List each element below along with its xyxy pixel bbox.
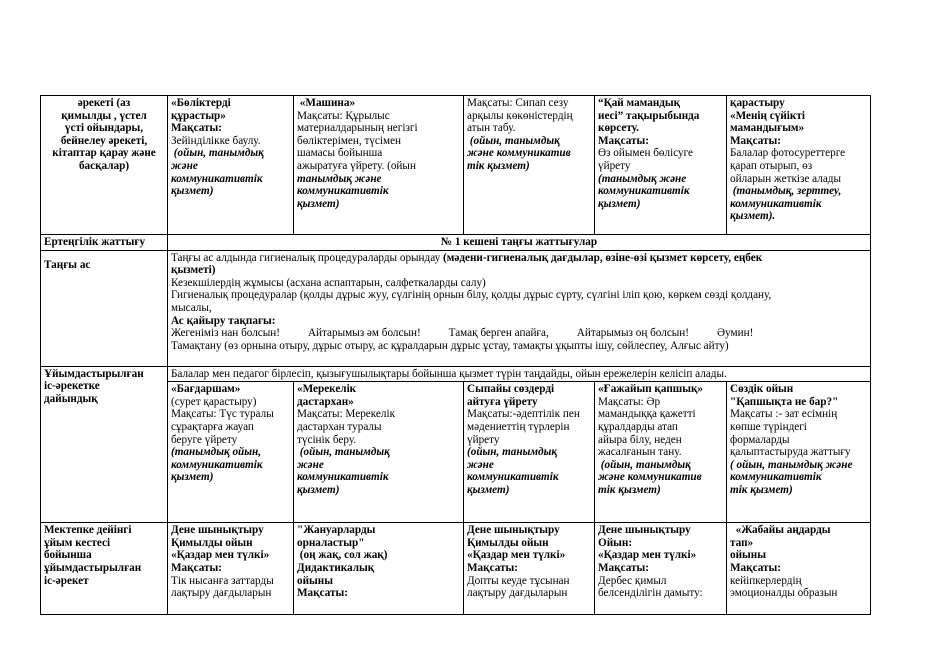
cell-line: (ойын, танымдық xyxy=(171,147,264,160)
cell-line: қызмет) xyxy=(171,185,214,198)
cell-line: ажыратуға үйрету. (ойын xyxy=(297,159,416,172)
cell-line: және xyxy=(467,458,494,471)
cell-line: Қимылды ойын xyxy=(467,536,549,549)
schedule-label-text xyxy=(44,524,164,587)
cell-line: коммуникативтік xyxy=(598,185,690,198)
activity-cell-3 xyxy=(464,96,595,235)
organized-row xyxy=(41,366,871,382)
cell-line: Мақсаты: xyxy=(730,134,781,147)
cell-line: Мақсаты: Құрылыс xyxy=(297,109,390,122)
cell-line: қызмет) xyxy=(297,197,340,210)
cell-line: Мақсаты: Мерекелік xyxy=(297,408,396,421)
cell-line: тік қызмет) xyxy=(598,483,661,496)
cell-line: «Қаздар мен түлкі» xyxy=(598,549,697,562)
organized-cell-text xyxy=(598,383,723,496)
cell-line: дайындық xyxy=(44,392,98,405)
cell-line: үсті ойындары, xyxy=(64,122,144,135)
cell-line: коммуникативтік xyxy=(467,471,559,484)
cell-line: Қимылды ойын xyxy=(171,536,253,549)
schedule-cell-text xyxy=(297,524,460,600)
exercise-row xyxy=(41,235,871,251)
breakfast-row xyxy=(41,250,871,366)
cell-line: ұйым кестесі xyxy=(44,536,111,549)
schedule-cell-text xyxy=(730,524,867,600)
cell-line: және xyxy=(297,458,324,471)
cell-line: ( ойын, танымдық және xyxy=(730,458,853,471)
cell-line: және коммуникатив xyxy=(467,147,571,160)
cell-line: (танымдық, зерттеу, xyxy=(730,185,842,198)
cell-line: «Ғажайып қапшық» xyxy=(598,383,703,396)
cell-line: Мақсаты: xyxy=(297,587,348,600)
cell-line: Мақсаты: Әр xyxy=(598,395,661,408)
cell-line: дастархан» xyxy=(297,395,354,408)
cell-line: Сыпайы сөздерді xyxy=(467,383,555,396)
cell-line: "Жануарларды xyxy=(297,524,376,537)
cell-line: Мақсаты:-әдептілік пен xyxy=(467,408,580,421)
cell-line: Дене шынықтыру xyxy=(467,524,560,537)
cell-line: қызмет) xyxy=(467,483,510,496)
exercise-text: № 1 кешені таңғы жаттығулар xyxy=(168,235,871,251)
cell-line: лақтыру дағдыларын xyxy=(467,587,568,600)
cell-line: дастархан туралы xyxy=(297,420,382,433)
cell-line: айыра білу, неден xyxy=(598,433,682,446)
cell-line: коммуникативтік xyxy=(297,185,389,198)
cell-line: Мақсаты: xyxy=(171,122,222,135)
cell-line: коммуникативтік xyxy=(730,197,822,210)
cell-line: (ойын, танымдық xyxy=(297,446,390,459)
schedule-cell-3 xyxy=(464,523,595,615)
breakfast-line3: Кезекшілердің жұмысы (асхана аспаптарын, салфеткаларды салу) xyxy=(171,276,486,289)
cell-line: үйрету xyxy=(598,159,631,172)
cell-line: лақтыру дағдыларын xyxy=(171,587,272,600)
cell-line: Мақсаты :- зат есімнің xyxy=(730,408,838,421)
activity-cell-2 xyxy=(294,96,464,235)
cell-line: «Жабайы аңдарды xyxy=(730,524,831,537)
cell-line: үйрету xyxy=(467,433,500,446)
cell-line: эмоционалды образын xyxy=(730,587,838,600)
cell-line: қызмет). xyxy=(730,210,776,223)
cell-line: мәдениеттің түрлерін xyxy=(467,420,570,433)
activity-row xyxy=(41,96,871,235)
schedule-cell-1 xyxy=(168,523,294,615)
organized-cell-text xyxy=(297,383,460,496)
cell-line: «Бөліктерді xyxy=(171,97,231,109)
cell-line: арқылы көкөністердің xyxy=(467,109,573,122)
cell-line: Сөздік ойын xyxy=(730,383,794,396)
cell-line: «Бағдаршам» xyxy=(171,383,241,396)
schedule-cell-text xyxy=(598,524,723,600)
cell-line: бөліктерімен, түсімен xyxy=(297,134,402,147)
cell-line: беруге үйрету xyxy=(171,433,238,446)
cell-line: «Мерекелік xyxy=(297,383,357,396)
cell-line: және коммуникатив xyxy=(598,471,702,484)
cell-line: Допты кеуде тұсынан xyxy=(467,574,570,587)
cell-line: Мақсаты: xyxy=(598,134,649,147)
cell-line: бойынша xyxy=(44,549,92,562)
schedule-cell-4 xyxy=(595,523,727,615)
cell-line: коммуникативтік xyxy=(171,458,263,471)
cell-line: қимылды , үстел xyxy=(61,109,147,122)
organized-cell-4 xyxy=(595,382,727,523)
activity-cell-text xyxy=(598,97,723,210)
organized-cell-1 xyxy=(168,382,294,523)
cell-line: мамандығым» xyxy=(730,122,805,135)
breakfast-line7: Жегеніміз нан болсын! Айтарымыз әм болсын! Тамақ берген апайға, Айтарымыз оң болсын! Әумин! xyxy=(171,327,754,340)
cell-line: қалыптастыруда жаттығу xyxy=(730,446,851,459)
organized-intro: Балалар мен педагог бірлесіп, қызығушылықтары бойынша қызмет түрін таңдайды, ойын ережелерін келісіп алады. xyxy=(168,366,871,382)
plan-table xyxy=(40,95,871,615)
cell-line: іс-әрекетке xyxy=(44,380,100,393)
cell-line: қызмет) xyxy=(171,471,214,484)
cell-line: іс-әрекет xyxy=(44,574,89,587)
activity-cell-5 xyxy=(727,96,871,235)
cell-line: Тік нысанға заттарды xyxy=(171,574,274,587)
breakfast-line1-a: Таңғы ас алдында гигиеналық процедураларды орындау xyxy=(171,251,444,264)
cell-line: Дене шынықтыру xyxy=(171,524,264,537)
breakfast-line4: Гигиеналық процедуралар (қолды дұрыс жуу, сүлгінің орнын білу, қолды дұрыс сүрту, сүлгіні іліп қою, көркем сөзді қолдану, xyxy=(171,289,772,302)
cell-line: қызмет) xyxy=(297,483,340,496)
cell-line: тік қызмет) xyxy=(467,159,530,172)
cell-line: Зейінділікке баулу. xyxy=(171,134,261,147)
activity-cell-text xyxy=(171,97,290,198)
activity-cell-1 xyxy=(168,96,294,235)
cell-line: Мақсаты: xyxy=(171,561,222,574)
cell-line: және xyxy=(171,159,198,172)
cell-line: «Қаздар мен түлкі» xyxy=(171,549,270,562)
organized-label-text xyxy=(44,368,164,406)
cell-line: көрсету. xyxy=(598,122,639,135)
cell-line: тап» xyxy=(730,536,754,549)
cell-line: Балалар фотосуреттерге xyxy=(730,147,846,160)
organized-cell-text xyxy=(171,383,290,484)
cell-line: Дене шынықтыру xyxy=(598,524,691,537)
cell-line: атын табу. xyxy=(467,122,516,135)
activity-cell-text xyxy=(467,97,591,173)
breakfast-label: Таңғы ас xyxy=(41,250,168,366)
cell-line: қызмет) xyxy=(598,197,641,210)
cell-line: мамандыққа қажетті xyxy=(598,408,696,421)
cell-line: “Қай мамандық xyxy=(598,97,681,109)
cell-line: тік қызмет) xyxy=(730,483,793,496)
cell-line: (сурет қарастыру) xyxy=(171,395,257,408)
cell-line: орналастыр" xyxy=(297,536,365,549)
cell-line: (ойын, танымдық xyxy=(467,134,560,147)
cell-line: (ойын, танымдық xyxy=(467,446,558,459)
cell-line: (танымдық ойын, xyxy=(171,446,262,459)
schedule-cell-2 xyxy=(294,523,464,615)
organized-label xyxy=(41,366,168,523)
cell-line: айтуға үйрету xyxy=(467,395,538,408)
cell-line: "Қапшықта не бар?" xyxy=(730,395,839,408)
breakfast-line5: мысалы, xyxy=(171,301,212,314)
cell-line: Мақсаты: xyxy=(730,561,781,574)
schedule-cell-5 xyxy=(727,523,871,615)
cell-line: танымдық және xyxy=(297,172,382,185)
cell-line: Мақсаты: xyxy=(467,561,518,574)
breakfast-line1-b: (мәдени-гигиеналық дағдылар, өзіне-өзі қызмет көрсету, еңбек xyxy=(443,251,763,264)
cell-line: «Машина» xyxy=(297,97,356,109)
cell-line: қарастыру xyxy=(730,97,785,109)
cell-line: құрастыр» xyxy=(171,109,226,122)
cell-line: «Қаздар мен түлкі» xyxy=(467,549,566,562)
organized-cell-text xyxy=(467,383,591,496)
activity-cell-text xyxy=(730,97,867,223)
schedule-row xyxy=(41,523,871,615)
cell-line: басқалар) xyxy=(78,159,130,172)
cell-line: коммуникативтік xyxy=(730,471,822,484)
breakfast-line2: қызметі) xyxy=(171,264,216,277)
cell-line: көпше түріндегі xyxy=(730,420,807,433)
activity-label xyxy=(44,97,164,173)
cell-line: формаларды xyxy=(730,433,790,446)
activity-cell-4 xyxy=(595,96,727,235)
cell-line: ойларын жеткізе алады xyxy=(730,172,842,185)
activity-label-cell xyxy=(41,96,168,235)
organized-cell-2 xyxy=(294,382,464,523)
exercise-label: Ертеңгілік жаттығу xyxy=(41,235,168,251)
cell-line: ұйымдастырылған xyxy=(44,561,142,574)
cell-line: әрекеті (аз xyxy=(77,97,131,109)
cell-line: коммуникативтік xyxy=(297,471,389,484)
cell-line: кітаптар қарау және xyxy=(52,147,156,160)
cell-line: кейіпкерлердің xyxy=(730,574,802,587)
cell-line: материалдарының негізгі xyxy=(297,122,418,135)
cell-line: бейнелеу әрекеті, xyxy=(60,134,148,147)
cell-line: ойыны xyxy=(297,574,333,587)
cell-line: Дербес қимыл xyxy=(598,574,667,587)
cell-line: белсенділігін дамыту: xyxy=(598,587,703,600)
breakfast-line8: Тамақтану (өз орнына отыру, дұрыс отыру, ас құралдарын дұрыс ұстау, тамақты ұқыпты ішу, сөйлеспеу, Алғыс айту) xyxy=(171,339,729,352)
organized-cell-5 xyxy=(727,382,871,523)
cell-line: Ұйымдастырылған xyxy=(44,367,144,380)
cell-line: (танымдық және xyxy=(598,172,687,185)
cell-line: Мақсаты: xyxy=(598,561,649,574)
schedule-cell-text xyxy=(171,524,290,600)
cell-line: Мектепке дейінгі xyxy=(44,524,132,537)
organized-cell-3 xyxy=(464,382,595,523)
cell-line: иесі” тақырыбында xyxy=(598,109,700,122)
cell-line: түсінік беру. xyxy=(297,433,357,446)
breakfast-line6: Ас қайыру тақпағы: xyxy=(171,314,276,327)
cell-line: Дидактикалық xyxy=(297,561,375,574)
cell-line: Ойын: xyxy=(598,536,633,549)
cell-line: коммуникативтік xyxy=(171,172,263,185)
cell-line: (ойын, танымдық xyxy=(598,458,691,471)
activity-cell-text xyxy=(297,97,460,210)
cell-line: ойыны xyxy=(730,549,766,562)
cell-line: жасалғанын тану. xyxy=(598,446,682,459)
cell-line: қарап отырып, өз xyxy=(730,159,813,172)
cell-line: шамасы бойынша xyxy=(297,147,383,160)
breakfast-content xyxy=(168,250,871,366)
cell-line: (оң жақ, сол жақ) xyxy=(297,549,388,562)
cell-line: Өз ойымен бөлісуге xyxy=(598,147,694,160)
cell-line: құралдарды атап xyxy=(598,420,678,433)
cell-line: Мақсаты: Сипап сезу xyxy=(467,97,569,109)
schedule-label xyxy=(41,523,168,615)
cell-line: сұрақтарға жауап xyxy=(171,420,254,433)
cell-line: «Менің сүйікті xyxy=(730,109,805,122)
schedule-cell-text xyxy=(467,524,591,600)
organized-cell-text xyxy=(730,383,867,496)
cell-line: Мақсаты: Түс туралы xyxy=(171,408,274,421)
